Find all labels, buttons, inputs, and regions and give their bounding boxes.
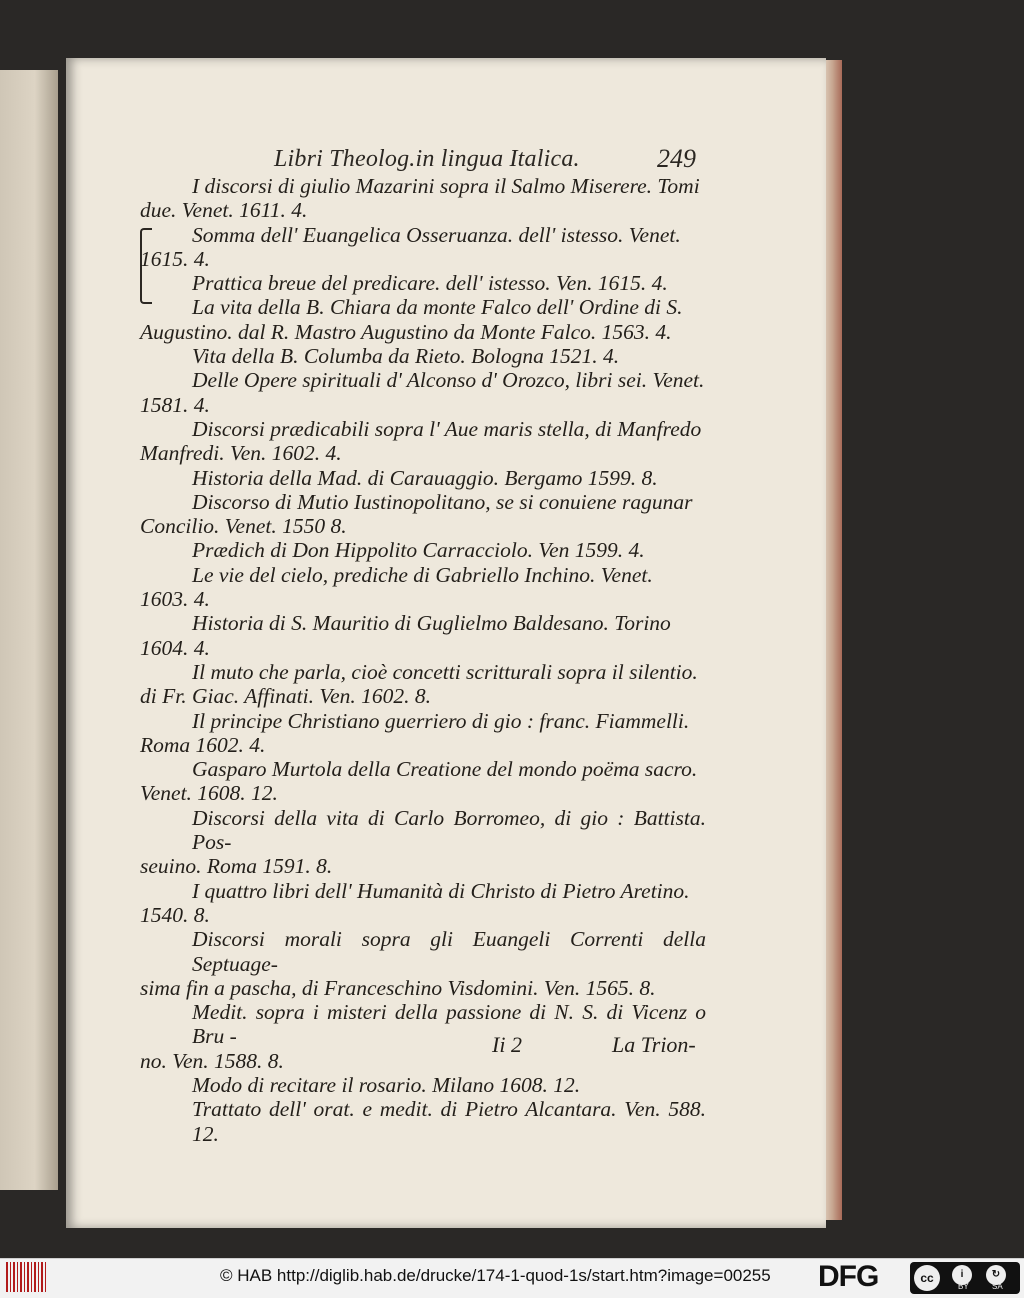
entry-continuation: 1581. 4. [140,392,210,417]
entry-continuation: Venet. 1608. 12. [140,781,278,806]
hab-barcode-icon [6,1262,46,1292]
source-credit-link[interactable]: © HAB http://diglib.hab.de/drucke/174-1-quod-1s/start.htm?image=00255 [220,1266,771,1285]
entry-first-line: Historia di S. Mauritio di Guglielmo Baldesano. Torino [192,611,671,636]
sa-icon: ↻ [986,1265,1006,1285]
entry-continuation: no. Ven. 1588. 8. [140,1048,284,1073]
entry-first-line: Modo di recitare il rosario. Milano 1608. 12. [192,1072,581,1097]
entry-first-line: Delle Opere spirituali d' Alconso d' Orozco, libri sei. Venet. [192,368,705,393]
entry-first-line: Le vie del cielo, prediche di Gabriello Inchino. Venet. [192,562,653,587]
catalog-entry [140,1097,706,1146]
entry-first-line: Gasparo Murtola della Creatione del mondo poëma sacro. [192,757,698,782]
entry-continuation: Manfredi. Ven. 1602. 4. [140,441,342,466]
entry-continuation: Concilio. Venet. 1550 8. [140,514,347,539]
cc-license-badge[interactable] [910,1262,1020,1294]
catalog-entry [140,563,706,612]
entry-first-line: Discorso di Mutio Iustinopolitano, se si conuiene ragunar [192,489,693,514]
cc-icon: cc [914,1265,940,1291]
entry-continuation: sima fin a pascha, di Franceschino Visdomini. Ven. 1565. 8. [140,975,656,1000]
catalog-entry [140,223,706,272]
entry-first-line: I quattro libri dell' Humanità di Christo di Pietro Aretino. [192,878,690,903]
catalog-entry [140,344,706,368]
signature-mark: Ii 2 [492,1032,522,1057]
entry-continuation: 1540. 8. [140,902,210,927]
entry-continuation: 1603. 4. [140,587,210,612]
entry-first-line: Trattato dell' orat. e medit. di Pietro Alcantara. Ven. 588. 12. [192,1097,706,1146]
entry-first-line: Prædich di Don Hippolito Carracciolo. Ven 1599. 4. [192,538,645,563]
catalog-entry [140,660,706,709]
entry-list [140,174,706,1146]
dfg-logo: DFG [818,1260,879,1293]
running-title: Libri Theolog.in lingua Italica. [274,146,580,172]
entry-continuation: 1604. 4. [140,635,210,660]
entry-continuation: Roma 1602. 4. [140,732,266,757]
entry-first-line: Il principe Christiano guerriero di gio : franc. Fiammelli. [192,708,690,733]
catalog-entry [140,709,706,758]
catalog-entry [140,927,706,1000]
entry-first-line: Historia della Mad. di Carauaggio. Bergamo 1599. 8. [192,465,658,490]
catalog-entry [140,611,706,660]
catalog-entry [140,417,706,466]
entry-first-line: Discorsi della vita di Carlo Borromeo, di gio : Battista. Pos- [192,805,706,855]
catalog-entry [140,295,706,344]
catalog-entry [140,806,706,879]
entry-continuation: di Fr. Giac. Affinati. Ven. 1602. 8. [140,684,432,709]
entry-first-line: Medit. sopra i misteri della passione di N. S. di Vicenz o Bru - [192,1000,706,1049]
catalog-entry [140,490,706,539]
catalog-entry [140,174,706,223]
page-number: 249 [657,144,696,173]
entry-first-line: Il muto che parla, cioè concetti scritturali sopra il silentio. [192,659,698,684]
catalog-entry [140,757,706,806]
catalog-entry [140,538,706,562]
cc-sa-label: SA [992,1282,1003,1291]
catalog-entry [140,879,706,928]
catalog-entry [140,271,706,295]
previous-page-edge [0,70,58,1190]
entry-first-line: Vita della B. Columba da Rieto. Bologna 1521. 4. [192,344,620,369]
entry-first-line: Prattica breue del predicare. dell' istesso. Ven. 1615. 4. [192,271,668,296]
cc-by-label: BY [958,1282,969,1291]
catalog-entry [140,368,706,417]
entry-first-line: Discorsi prædicabili sopra l' Aue maris stella, di Manfredo [192,416,702,441]
by-icon: i [952,1265,972,1285]
entry-continuation: 1615. 4. [140,246,210,271]
entry-continuation: seuino. Roma 1591. 8. [140,854,333,879]
catalog-entry [140,1073,706,1097]
entry-continuation: due. Venet. 1611. 4. [140,198,308,223]
entry-first-line: Discorsi morali sopra gli Euangeli Correnti della Septuage- [192,927,706,976]
entry-first-line: I discorsi di giulio Mazarini sopra il Salmo Miserere. Tomi [192,174,700,198]
entry-continuation: Augustino. dal R. Mastro Augustino da Monte Falco. 1563. 4. [140,319,672,344]
entry-first-line: La vita della B. Chiara da monte Falco dell' Ordine di S. [192,295,683,320]
entry-first-line: Somma dell' Euangelica Osseruanza. dell' istesso. Venet. [192,222,681,247]
catchword: La Trion- [612,1032,696,1057]
catalog-entry [140,466,706,490]
